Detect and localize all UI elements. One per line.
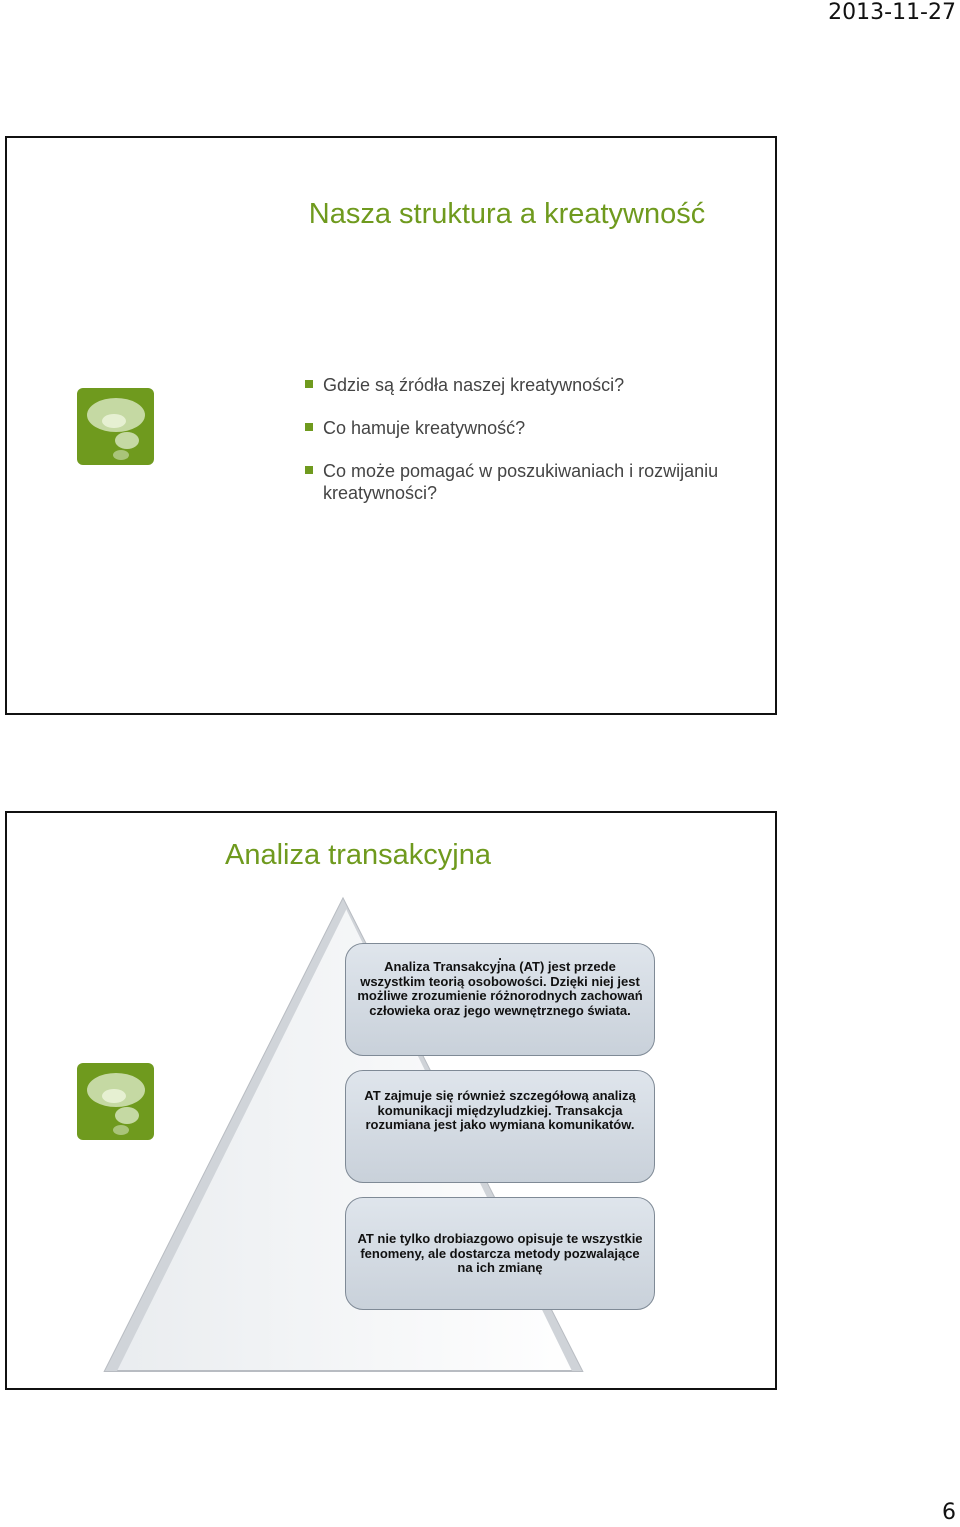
square-bullet-icon <box>305 380 313 388</box>
bullet-text: Co hamuje kreatywność? <box>323 418 526 438</box>
list-item <box>305 417 725 439</box>
slide-1 <box>5 136 777 715</box>
bullet-text: Co może pomagać w poszukiwaniach i rozwijaniu kreatywności? <box>323 461 719 503</box>
list-item <box>305 374 725 396</box>
text-box-3 <box>345 1197 655 1310</box>
page-date: 2013-11-27 <box>828 0 956 25</box>
slide-1-bullet-list <box>305 374 725 525</box>
bullet-text: Gdzie są źródła naszej kreatywności? <box>323 375 625 395</box>
list-item <box>305 460 725 504</box>
box-text: AT zajmuje się również szczegółową analizą komunikacji międzyludzkiej. Transakcja rozumiana jest jako wymiana komunikatów. <box>364 1088 636 1132</box>
slide-2-title: Analiza transakcyjna <box>225 839 491 871</box>
slide-1-title: Nasza struktura a kreatywność <box>308 198 706 230</box>
page-number: 6 <box>942 1500 956 1525</box>
slide-2 <box>5 811 777 1390</box>
box-lead-mark: . <box>498 948 502 963</box>
square-bullet-icon <box>305 423 313 431</box>
thought-bubble-icon <box>77 388 154 465</box>
thought-bubble-icon <box>77 1063 154 1140</box>
square-bullet-icon <box>305 466 313 474</box>
text-box-2 <box>345 1070 655 1183</box>
text-box-1 <box>345 943 655 1056</box>
box-text: Analiza Transakcyjna (AT) jest przede wszystkim teorią osobowości. Dzięki niej jest możliwe zrozumienie różnorodnych zachowań człowieka oraz jego wewnętrznego świata. <box>357 959 643 1018</box>
box-text: AT nie tylko drobiazgowo opisuje te wszystkie fenomeny, ale dostarcza metody pozwalające na ich zmianę <box>357 1231 643 1275</box>
